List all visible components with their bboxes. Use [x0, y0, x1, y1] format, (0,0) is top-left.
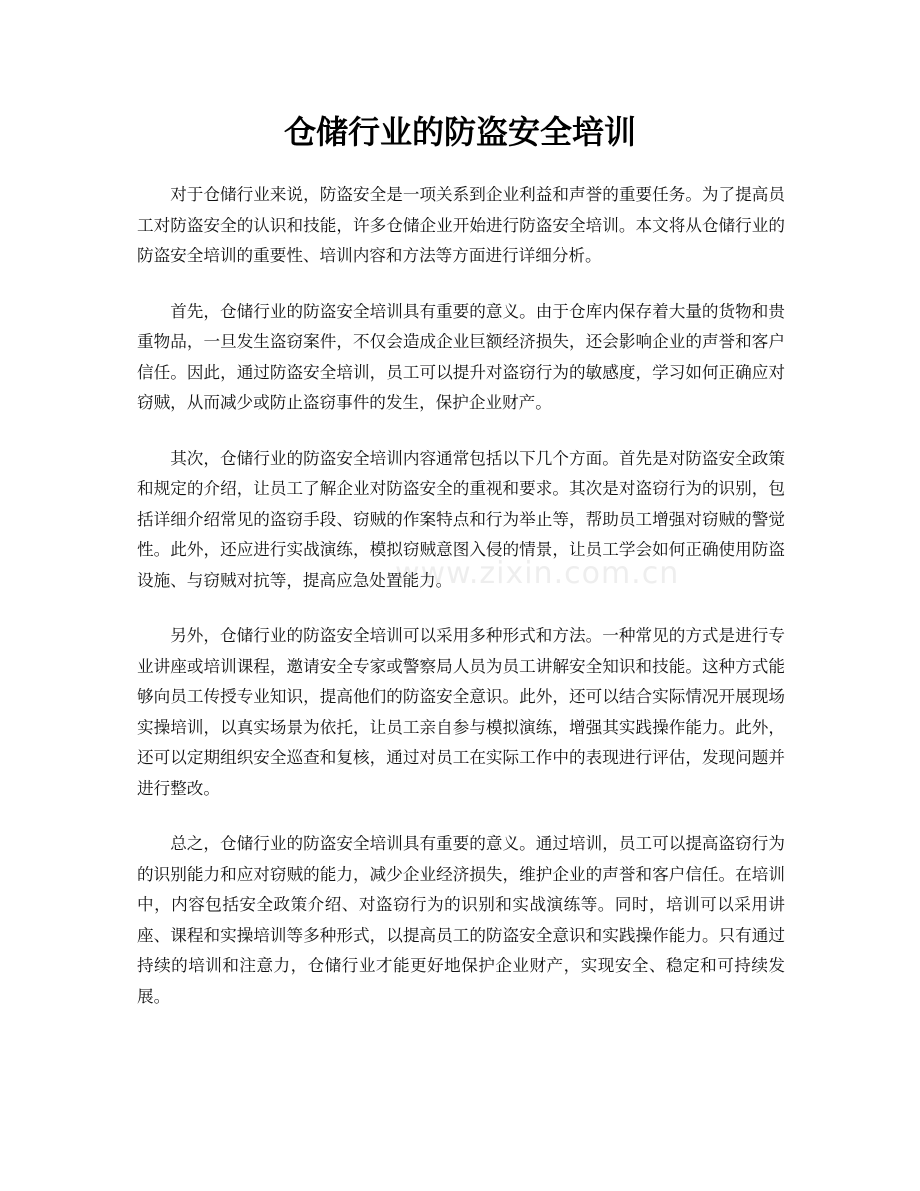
paragraph-1: 对于仓储行业来说，防盗安全是一项关系到企业利益和声誉的重要任务。为了提高员工对防盗安全的认识和技能，许多仓储企业开始进行防盗安全培训。本文将从仓储行业的防盗安全培训的重要性、培训内容和方法等方面进行详细分析。 [137, 185, 785, 265]
paragraph-2: 首先，仓储行业的防盗安全培训具有重要的意义。由于仓库内保存着大量的货物和贵重物品，一旦发生盗窃案件，不仅会造成企业巨额经济损失，还会影响企业的声誉和客户信任。因此，通过防盗安全培训，员工可以提升对盗窃行为的敏感度，学习如何正确应对窃贼，从而减少或防止盗窃事件的发生，保护企业财产。 [137, 301, 785, 412]
paragraph-5: 总之，仓储行业的防盗安全培训具有重要的意义。通过培训，员工可以提高盗窃行为的识别能力和应对窃贼的能力，减少企业经济损失，维护企业的声誉和客户信任。在培训中，内容包括安全政策介绍、对盗窃行为的识别和实战演练等。同时，培训可以采用讲座、课程和实操培训等多种形式，以提高员工的防盗安全意识和实践操作能力。只有通过持续的培训和注意力，仓储行业才能更好地保护企业财产，实现安全、稳定和可持续发展。 [137, 834, 785, 1006]
document-title: 仓储行业的防盗安全培训 [283, 113, 636, 151]
watermark: www.zixin.com.cn [395, 556, 680, 591]
document-body [137, 180, 785, 1037]
paragraph-4: 另外，仓储行业的防盗安全培训可以采用多种形式和方法。一种常见的方式是进行专业讲座或培训课程，邀请安全专家或警察局人员为员工讲解安全知识和技能。这种方式能够向员工传授专业知识，提高他们的防盗安全意识。此外，还可以结合实际情况开展现场实操培训，以真实场景为依托，让员工亲自参与模拟演练，增强其实践操作能力。此外，还可以定期组织安全巡查和复核，通过对员工在实际工作中的表现进行评估，发现问题并进行整改。 [137, 626, 785, 798]
paragraph-3: 其次，仓储行业的防盗安全培训内容通常包括以下几个方面。首先是对防盗安全政策和规定的介绍，让员工了解企业对防盗安全的重视和要求。其次是对盗窃行为的识别，包括详细介绍常见的盗窃手段、窃贼的作案特点和行为举止等，帮助员工增强对窃贼的警觉性。此外，还应进行实战演练，模拟窃贼意图入侵的情景，让员工学会如何正确使用防盗设施、与窃贼对抗等，提高应急处置能力。 [137, 448, 785, 590]
